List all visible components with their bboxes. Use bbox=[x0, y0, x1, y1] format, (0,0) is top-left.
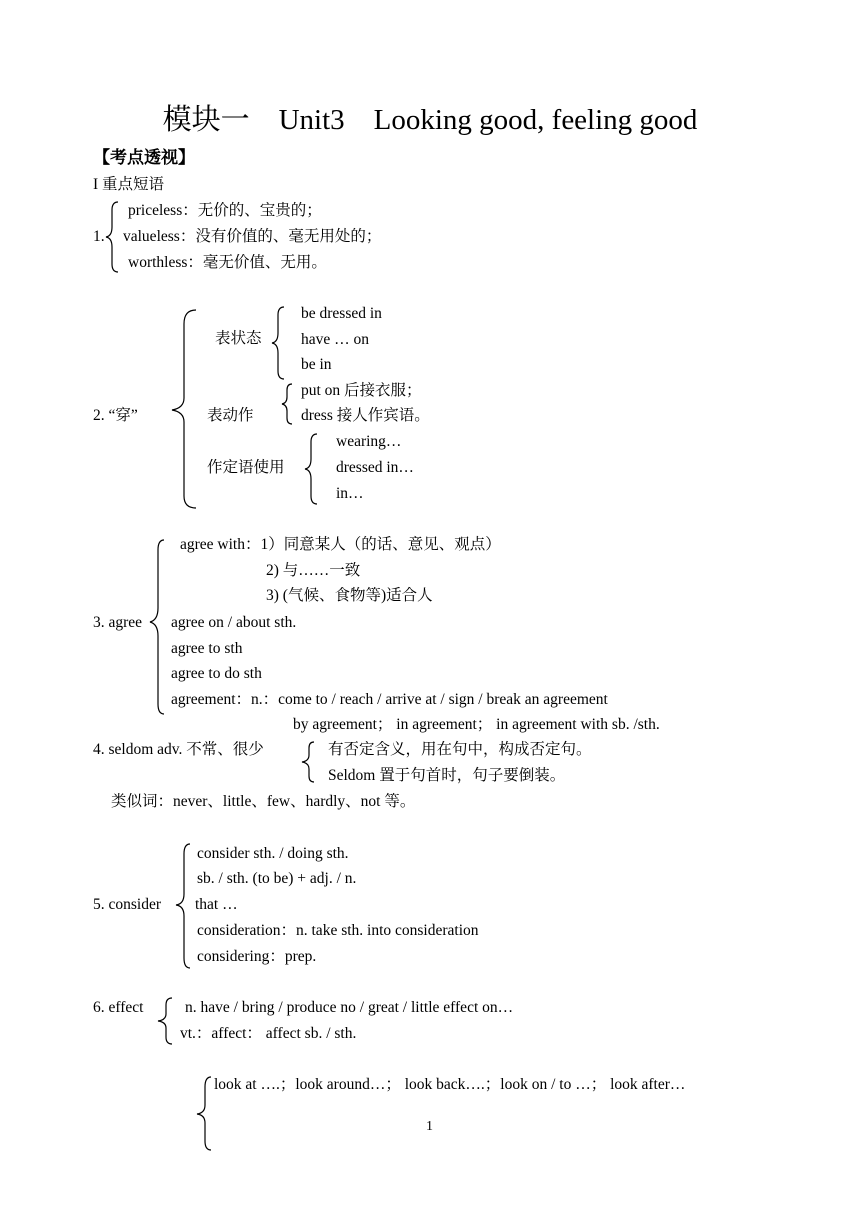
item2-number: 2. “穿” bbox=[93, 407, 138, 424]
item5-brace bbox=[174, 842, 196, 972]
item3-line: agree to sth bbox=[171, 640, 243, 657]
item2-state-line: be dressed in bbox=[301, 305, 382, 322]
item2-state-line: be in bbox=[301, 356, 332, 373]
item6-line: vt.：affect： affect sb. / sth. bbox=[180, 1025, 357, 1042]
item2-attr-brace bbox=[303, 432, 323, 507]
item2-attr-label: 作定语使用 bbox=[207, 459, 285, 476]
item3-line: 2) 与……一致 bbox=[266, 562, 361, 579]
item2-state-label: 表状态 bbox=[215, 330, 262, 347]
item3-line: agree on / about sth. bbox=[171, 614, 297, 631]
item2-attr-line: wearing… bbox=[336, 433, 402, 450]
item3-line: agree with：1）同意某人（的话、意见、观点） bbox=[180, 536, 501, 553]
item3-line: agreement：n.：come to / reach / arrive at / sign / break an agreement bbox=[171, 691, 608, 708]
item1-number: 1. bbox=[93, 228, 105, 245]
item1-line: worthless：毫无价值、无用。 bbox=[128, 254, 327, 271]
item4-brace bbox=[300, 740, 320, 785]
item5-number: 5. consider bbox=[93, 896, 162, 913]
item6-brace bbox=[156, 996, 178, 1046]
item3-line: by agreement； in agreement； in agreement with sb. /sth. bbox=[293, 716, 660, 733]
item3-number: 3. agree bbox=[93, 614, 143, 631]
item2-action-brace bbox=[280, 382, 300, 427]
item1-brace bbox=[104, 200, 124, 275]
part-heading: I 重点短语 bbox=[93, 176, 165, 193]
item2-action-line: dress 接人作宾语。 bbox=[301, 407, 430, 424]
item1-line: valueless：没有价值的、毫无用处的； bbox=[123, 228, 382, 245]
item6-number: 6. effect bbox=[93, 999, 144, 1016]
item2-action-label: 表动作 bbox=[207, 407, 254, 424]
item3-brace bbox=[148, 538, 170, 718]
item2-state-line: have … on bbox=[301, 331, 370, 348]
item4-line: 有否定含义，用在句中，构成否定句。 bbox=[328, 741, 592, 758]
item2-attr-line: in… bbox=[336, 485, 364, 502]
item5-line: consideration：n. take sth. into consideration bbox=[197, 922, 479, 939]
item2-state-brace bbox=[270, 305, 290, 382]
item2-attr-line: dressed in… bbox=[336, 459, 414, 476]
item3-line: agree to do sth bbox=[171, 665, 262, 682]
item4-head: 4. seldom adv. 不常、很少 bbox=[93, 741, 264, 758]
item5-line: considering：prep. bbox=[197, 948, 317, 965]
item1-line: priceless：无价的、宝贵的； bbox=[128, 202, 322, 219]
item5-line: consider sth. / doing sth. bbox=[197, 845, 349, 862]
item2-main-brace bbox=[170, 308, 200, 513]
item6-line: n. have / bring / produce no / great / little effect on… bbox=[185, 999, 514, 1016]
item3-line: 3) (气候、食物等)适合人 bbox=[266, 587, 433, 604]
item5-line: sb. / sth. (to be) + adj. / n. bbox=[197, 870, 357, 887]
section-heading: 【考点透视】 bbox=[93, 148, 195, 168]
item7-line: look at ….；look around…； look back….；look on / to …； look after… bbox=[214, 1076, 686, 1093]
item4-similar: 类似词：never、little、few、hardly、not 等。 bbox=[111, 793, 416, 810]
page-title: 模块一 Unit3 Looking good, feeling good bbox=[162, 104, 698, 136]
item5-line: that … bbox=[195, 896, 238, 913]
item2-action-line: put on 后接衣服； bbox=[301, 382, 422, 399]
item4-line: Seldom 置于句首时，句子要倒装。 bbox=[328, 767, 566, 784]
page-number: 1 bbox=[426, 1119, 433, 1134]
